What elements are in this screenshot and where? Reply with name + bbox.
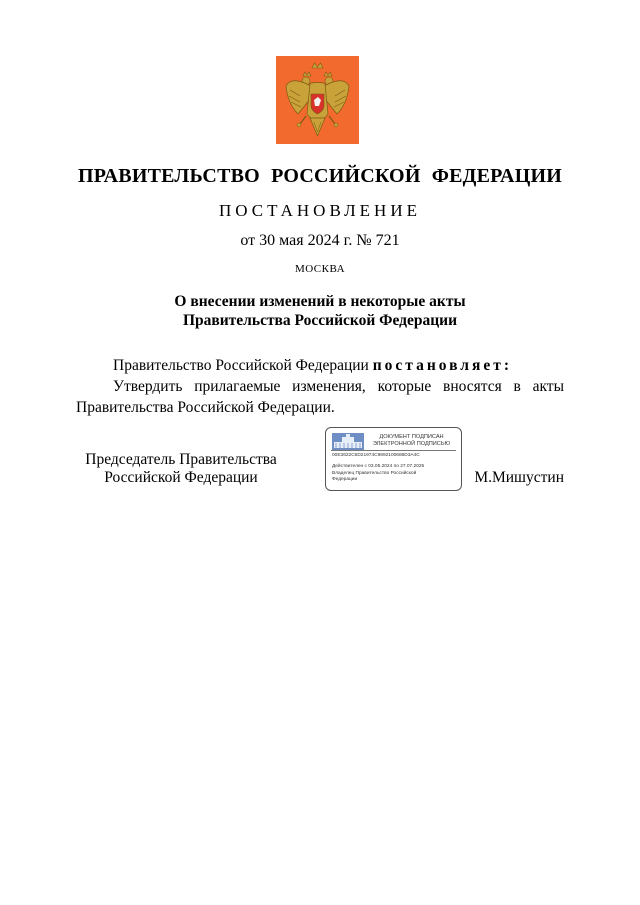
stamp-validity: Действителен с 03.05.2024 по 27.07.2025 (332, 464, 425, 469)
document-subject (0, 292, 640, 330)
decree-paragraph (76, 355, 564, 376)
stamp-title-line-1: ДОКУМЕНТ ПОДПИСАН (379, 434, 444, 440)
decree-lead: Правительство Российской Федерации (113, 357, 373, 374)
decree-word: постановляет: (372, 357, 513, 374)
coat-of-arms-russia-icon (276, 56, 359, 144)
document-date-number: от 30 мая 2024 г. № 721 (240, 232, 400, 249)
stamp-title (364, 434, 459, 448)
document-city: МОСКВА (294, 263, 346, 275)
government-title: ПРАВИТЕЛЬСТВО РОССИЙСКОЙ ФЕДЕРАЦИИ (78, 165, 562, 187)
stamp-owner-line-2: Федерации (332, 477, 358, 482)
subject-line-2: Правительства Российской Федерации (182, 312, 458, 329)
signer-position-line-2: Российской Федерации (104, 469, 258, 486)
government-building-icon (332, 433, 364, 450)
document-body (76, 355, 564, 418)
stamp-divider (331, 450, 456, 451)
signer-name: М.Мишустин (474, 469, 564, 486)
document-type: ПОСТАНОВЛЕНИЕ (218, 201, 421, 220)
signer-position-line-1: Председатель Правительства (85, 451, 277, 468)
stamp-title-line-2: ЭЛЕКТРОННОЙ ПОДПИСЬЮ (372, 441, 451, 447)
electronic-signature-stamp (325, 427, 462, 491)
subject-line-1: О внесении изменений в некоторые акты (174, 293, 466, 310)
stamp-certificate: 00E3622C6D21974C9892100686D3A4C (332, 453, 420, 458)
body-paragraph: Утвердить прилагаемые изменения, которые вносятся в акты Правительства Российской Федерации. (76, 378, 564, 416)
signer-position (76, 451, 286, 487)
stamp-owner-line-1: Владелец Правительство Российской (332, 471, 417, 476)
coat-of-arms-emblem (276, 56, 359, 144)
